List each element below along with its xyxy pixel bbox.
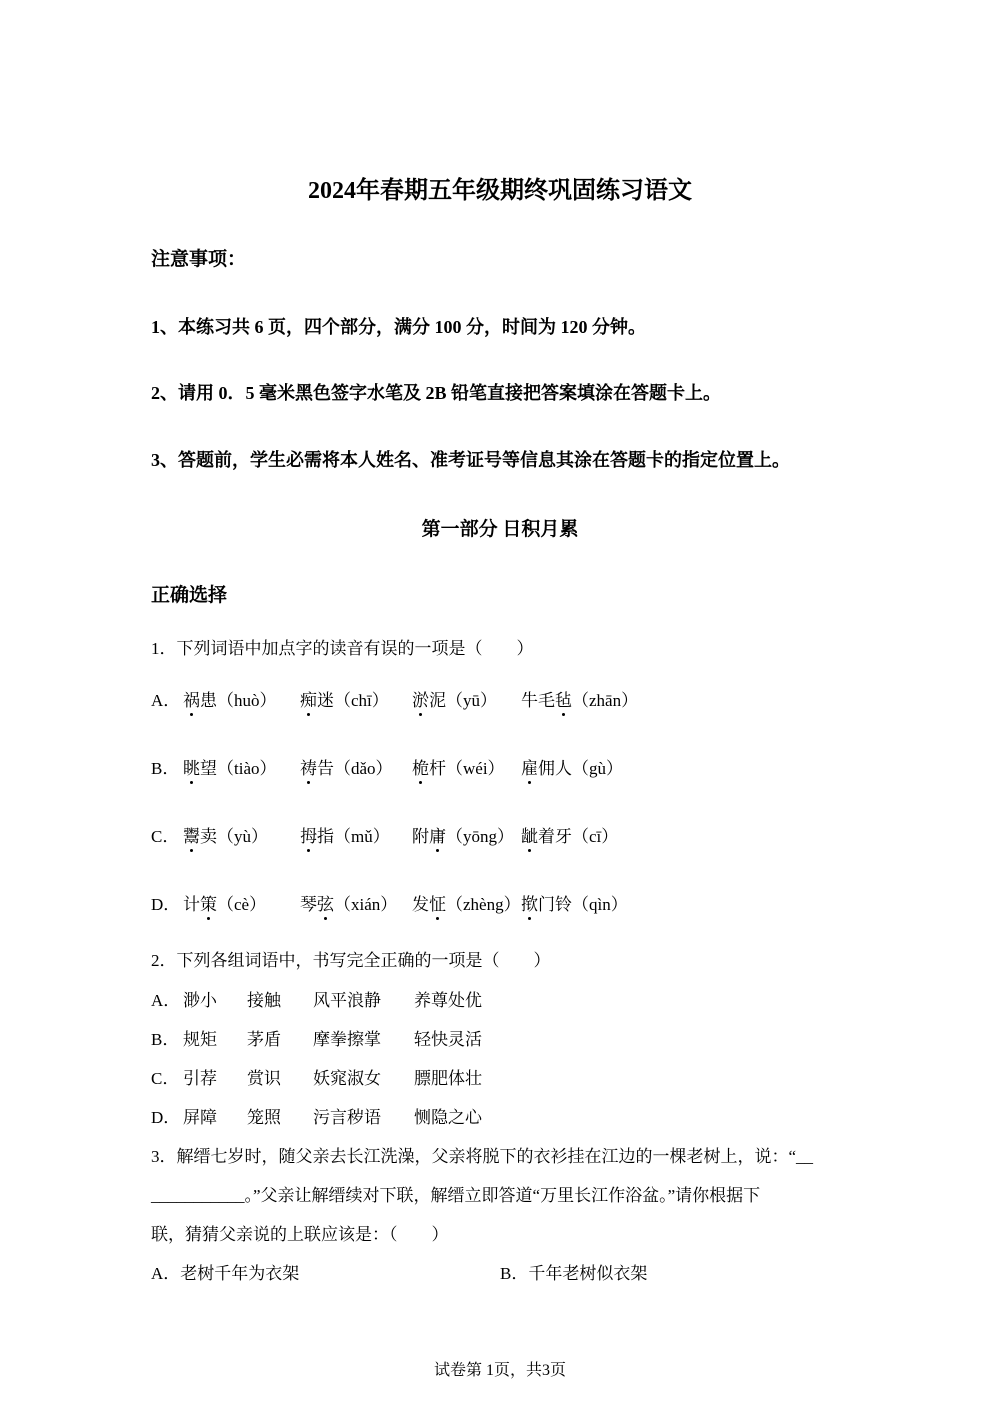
word-text: 着牙 xyxy=(538,827,572,846)
question-2-option-word: 规矩 xyxy=(183,1030,217,1049)
word-text: 牛毛 xyxy=(521,691,555,710)
pinyin: （zhān） xyxy=(572,691,639,710)
question-2-option-letter: C． xyxy=(151,1069,180,1088)
dotted-character: 祸 xyxy=(183,686,200,711)
notice-item-1: 1、本练习共 6 页，四个部分，满分 100 分，时间为 120 分钟。 xyxy=(151,317,646,337)
question-1-option-word xyxy=(300,822,390,847)
pinyin: （wéi） xyxy=(446,759,505,778)
question-2-option-word: 摩拳擦掌 xyxy=(313,1030,381,1049)
question-2-option-letter: D． xyxy=(151,1108,181,1127)
question-2-option-word: 轻快灵活 xyxy=(414,1030,482,1049)
question-1-option-word xyxy=(521,890,628,915)
dotted-character: 龇 xyxy=(521,822,538,847)
dotted-character: 眺 xyxy=(183,754,200,779)
question-2-option-word: 风平浪静 xyxy=(313,991,381,1010)
question-1-option-word xyxy=(412,686,497,711)
question-1-option-word xyxy=(521,754,623,779)
dotted-character: 揿 xyxy=(521,890,538,915)
word-text: 门铃 xyxy=(538,895,572,914)
word-text: 指 xyxy=(317,827,334,846)
question-2-option-word: 恻隐之心 xyxy=(414,1108,482,1127)
pinyin: （xián） xyxy=(334,895,398,914)
question-2-option-word: 妖窕淑女 xyxy=(313,1069,381,1088)
pinyin: （yōng） xyxy=(446,827,514,846)
section-title: 第一部分 日积月累 xyxy=(421,519,579,540)
question-2-option-letter: A． xyxy=(151,991,181,1010)
dotted-character: 桅 xyxy=(412,754,429,779)
pinyin: （gù） xyxy=(572,759,623,778)
word-text: 迷 xyxy=(317,691,334,710)
question-2-option-word: 膘肥体壮 xyxy=(414,1069,482,1088)
word-text: 佣人 xyxy=(538,759,572,778)
question-1-option-letter: A． xyxy=(151,691,181,710)
word-text: 发 xyxy=(412,895,429,914)
word-text: 患 xyxy=(200,691,217,710)
word-text: 计 xyxy=(183,895,200,914)
pinyin: （yū） xyxy=(446,691,497,710)
notice-item-2: 2、请用 0．5 毫米黑色签字水笔及 2B 铅笔直接把答案填涂在答题卡上。 xyxy=(151,383,722,403)
question-2-option-word: 养尊处优 xyxy=(414,991,482,1010)
question-2-option-word: 污言秽语 xyxy=(313,1108,381,1127)
question-1-option-word xyxy=(521,822,618,847)
pinyin: （cè） xyxy=(217,895,267,914)
question-2-option-word: 渺小 xyxy=(183,991,217,1010)
pinyin: （huò） xyxy=(217,691,277,710)
word-text: 杆 xyxy=(429,759,446,778)
pinyin: （yù） xyxy=(217,827,268,846)
dotted-character: 雇 xyxy=(521,754,538,779)
question-1-option-letter: C． xyxy=(151,827,180,846)
word-text: 告 xyxy=(317,759,334,778)
pinyin: （dǎo） xyxy=(334,759,393,778)
question-1-option-letter: D． xyxy=(151,895,181,914)
pinyin: （cī） xyxy=(572,827,619,846)
question-1-option-word xyxy=(300,754,393,779)
pinyin: （mǔ） xyxy=(334,827,390,846)
dotted-character: 怔 xyxy=(429,890,446,915)
dotted-character: 痴 xyxy=(300,686,317,711)
question-3-option-a: A．老树千年为衣架 xyxy=(151,1264,300,1283)
page-footer: 试卷第 1页，共3页 xyxy=(433,1362,566,1379)
question-1-stem: 1．下列词语中加点字的读音有误的一项是（ ） xyxy=(151,639,534,658)
notice-item-3: 3、答题前，学生必需将本人姓名、准考证号等信息其涂在答题卡的指定位置上。 xyxy=(151,450,790,470)
pinyin: （tiào） xyxy=(217,759,277,778)
word-text: 附 xyxy=(412,827,429,846)
question-1-option-word xyxy=(412,890,521,915)
page-title: 2024年春期五年级期终巩固练习语文 xyxy=(308,178,692,204)
subheading: 正确选择 xyxy=(151,585,228,606)
question-1-option-word xyxy=(412,754,505,779)
question-1-option-word xyxy=(183,890,266,915)
question-2-option-letter: B． xyxy=(151,1030,180,1049)
question-3-line-1: 3．解缙七岁时，随父亲去长江洗澡，父亲将脱下的衣衫挂在江边的一棵老树上，说：“__ xyxy=(151,1147,814,1166)
word-text: 泥 xyxy=(429,691,446,710)
question-1-option-word xyxy=(300,686,389,711)
notice-heading: 注意事项： xyxy=(151,249,247,270)
dotted-character: 毡 xyxy=(555,686,572,711)
question-2-option-word: 笼照 xyxy=(247,1108,281,1127)
word-text: 琴 xyxy=(300,895,317,914)
question-3-line-2: ___________。”父亲让解缙续对下联，解缙立即答道“万里长江作浴盆。”请你根据下 xyxy=(151,1186,761,1205)
pinyin: （qìn） xyxy=(572,895,628,914)
dotted-character: 祷 xyxy=(300,754,317,779)
dotted-character: 淤 xyxy=(412,686,429,711)
pinyin: （zhèng） xyxy=(446,895,521,914)
dotted-character: 鬻 xyxy=(183,822,200,847)
question-1-option-word xyxy=(183,686,277,711)
question-2-option-word: 赏识 xyxy=(247,1069,281,1088)
question-2-option-word: 屏障 xyxy=(183,1108,217,1127)
question-2-option-word: 茅盾 xyxy=(247,1030,281,1049)
dotted-character: 策 xyxy=(200,890,217,915)
question-2-option-word: 接触 xyxy=(247,991,281,1010)
dotted-character: 弦 xyxy=(317,890,334,915)
pinyin: （chī） xyxy=(334,691,389,710)
question-1-option-word xyxy=(183,822,268,847)
question-1-option-word xyxy=(521,686,638,711)
dotted-character: 拇 xyxy=(300,822,317,847)
question-3-line-3: 联，猜猜父亲说的上联应该是：（ ） xyxy=(151,1225,449,1244)
question-3-option-b: B．千年老树似衣架 xyxy=(500,1264,648,1283)
question-1-option-letter: B． xyxy=(151,759,180,778)
question-1-option-word xyxy=(183,754,277,779)
question-1-option-word xyxy=(300,890,397,915)
question-1-option-word xyxy=(412,822,514,847)
question-2-stem: 2．下列各组词语中，书写完全正确的一项是（ ） xyxy=(151,951,551,970)
word-text: 望 xyxy=(200,759,217,778)
word-text: 卖 xyxy=(200,827,217,846)
dotted-character: 庸 xyxy=(429,822,446,847)
question-2-option-word: 引荐 xyxy=(183,1069,217,1088)
